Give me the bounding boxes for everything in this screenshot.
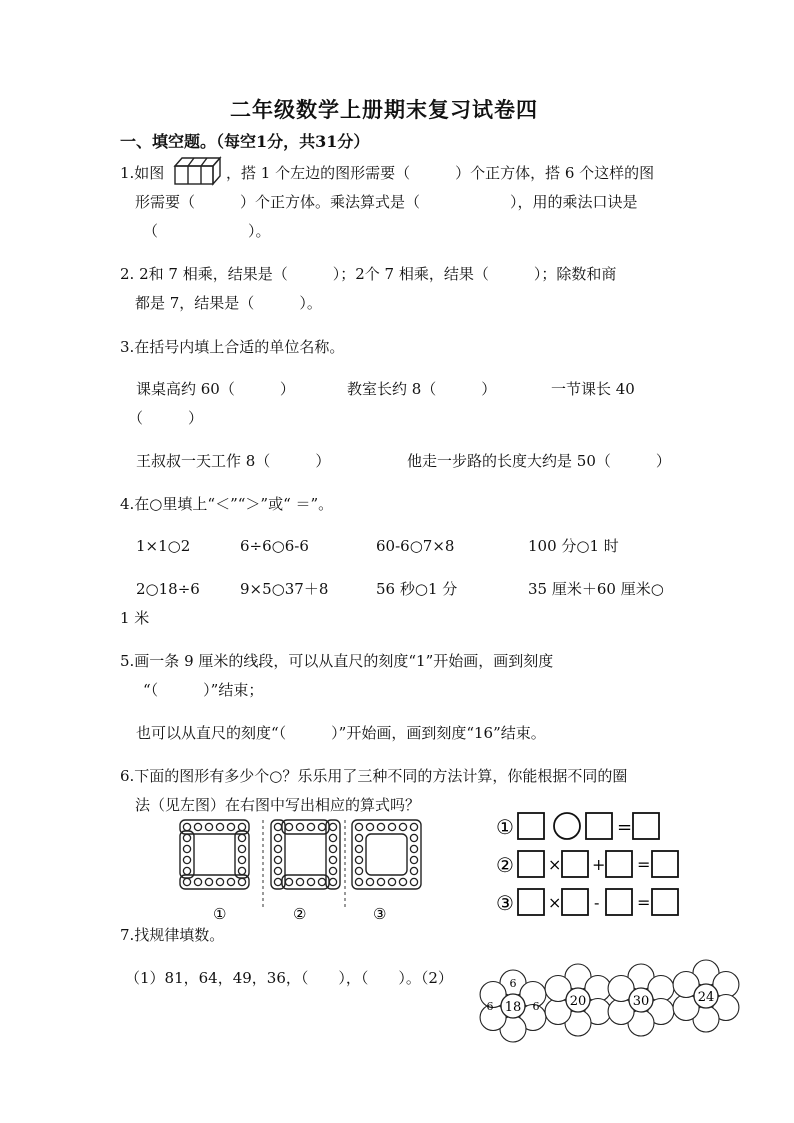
eq-label-3: ③ xyxy=(496,891,514,915)
small-circle xyxy=(183,856,190,863)
small-circle xyxy=(274,834,281,841)
flower-center-number: 18 xyxy=(504,1000,522,1015)
small-circle xyxy=(410,867,417,874)
small-circle xyxy=(274,823,281,830)
grouping-loop xyxy=(235,831,249,878)
fig-label-1: ① xyxy=(213,905,227,923)
small-circle xyxy=(410,845,417,852)
flower-center-number: 30 xyxy=(632,994,650,1009)
small-circle xyxy=(238,834,245,841)
q3-item-b: 教室长约 8（ ） xyxy=(347,380,497,398)
small-circle xyxy=(296,878,303,885)
q3-item-a: 课桌高约 60（ ） xyxy=(136,380,295,398)
small-circle xyxy=(329,878,336,885)
small-circle xyxy=(410,856,417,863)
small-circle xyxy=(318,878,325,885)
answer-box[interactable] xyxy=(518,889,544,915)
q3-intro: 3.在括号内填上合适的单位名称。 xyxy=(120,338,345,356)
small-circle xyxy=(388,823,395,830)
section-heading: 一、填空题。（每空1分，共31分） xyxy=(120,132,370,151)
small-circle xyxy=(329,856,336,863)
small-circle xyxy=(238,867,245,874)
q3-item-c: 一节课长 40 xyxy=(551,380,635,398)
q4-r2c1: 2○18÷6 xyxy=(136,580,200,598)
small-circle xyxy=(355,867,362,874)
small-circle xyxy=(205,878,212,885)
flower-petal-number: 6 xyxy=(509,977,517,990)
small-circle xyxy=(205,823,212,830)
small-circle xyxy=(355,823,362,830)
small-circle xyxy=(399,878,406,885)
small-circle xyxy=(274,867,281,874)
small-circle xyxy=(355,878,362,885)
answer-box[interactable] xyxy=(562,851,588,877)
answer-box[interactable] xyxy=(606,851,632,877)
small-circle xyxy=(183,845,190,852)
small-circle xyxy=(329,845,336,852)
small-circle xyxy=(183,823,190,830)
answer-box[interactable] xyxy=(518,813,544,839)
small-circle xyxy=(307,823,314,830)
q3-item-e: 他走一步路的长度大约是 50（ ） xyxy=(407,452,671,470)
q1-line1: ，搭 1 个左边的图形需要（ ）个正方体，搭 6 个这样的图 xyxy=(226,164,655,182)
small-circle xyxy=(227,878,234,885)
small-circle xyxy=(307,878,314,885)
small-circle xyxy=(388,878,395,885)
small-circle xyxy=(329,823,336,830)
small-circle xyxy=(194,878,201,885)
small-circle xyxy=(296,823,303,830)
small-circle xyxy=(377,823,384,830)
flower-pattern-figure xyxy=(478,960,743,1032)
eq-label-1: ① xyxy=(496,815,514,839)
small-circle xyxy=(238,878,245,885)
q4-r1c2: 6÷6○6-6 xyxy=(240,537,309,555)
small-circle xyxy=(238,845,245,852)
grouping-loop xyxy=(352,820,421,889)
q4-r2c2: 9×5○37＋8 xyxy=(240,580,329,598)
q6-line1: 6.下面的图形有多少个○？乐乐用了三种不同的方法计算，你能根据不同的圈 xyxy=(120,767,628,785)
q3-item-d: 王叔叔一天工作 8（ ） xyxy=(136,452,331,470)
eq-op: + xyxy=(592,855,606,874)
eq-op: = xyxy=(617,817,633,838)
q4-r1c1: 1×1○2 xyxy=(136,537,191,555)
fig-label-3: ③ xyxy=(373,905,387,923)
eq-op: = xyxy=(637,893,651,912)
small-circle xyxy=(183,834,190,841)
q6-line2: 法（见左图）在右图中写出相应的算式吗？ xyxy=(135,796,421,814)
small-circle xyxy=(410,834,417,841)
q4-r1c4: 100 分○1 时 xyxy=(528,537,619,555)
equation-boxes xyxy=(494,808,694,928)
small-circle xyxy=(366,823,373,830)
page-title: 二年级数学上册期末复习试卷四 xyxy=(230,97,538,122)
small-circle xyxy=(329,867,336,874)
small-circle xyxy=(329,834,336,841)
q4-intro: 4.在○里填上“＜”“＞”或“ ＝”。 xyxy=(120,495,334,513)
eq-label-2: ② xyxy=(496,853,514,877)
q7-intro: 7.找规律填数。 xyxy=(120,926,225,944)
q4-r2-tail: 1 米 xyxy=(120,609,150,627)
small-circle xyxy=(238,856,245,863)
small-circle xyxy=(194,823,201,830)
q3-item-c-blank: （ ） xyxy=(128,409,204,427)
answer-box[interactable] xyxy=(586,813,612,839)
eq-op: - xyxy=(594,893,600,912)
grouping-loop xyxy=(180,831,194,878)
flower-center-number: 24 xyxy=(697,990,715,1005)
q7-part1: （1）81，64，49，36，（ ），（ ）。（2） xyxy=(125,969,453,987)
small-circle xyxy=(285,878,292,885)
q4-r2c4: 35 厘米＋60 厘米○ xyxy=(528,580,664,598)
small-circle xyxy=(216,823,223,830)
q5-line1: 5.画一条 9 厘米的线段，可以从直尺的刻度“1”开始画，画到刻度 xyxy=(120,652,554,670)
small-circle xyxy=(183,867,190,874)
grouping-loop xyxy=(366,834,407,875)
small-circle xyxy=(183,878,190,885)
small-circle xyxy=(274,856,281,863)
flower-petal-number: 6 xyxy=(532,1000,540,1013)
fig-label-2: ② xyxy=(293,905,307,923)
small-circle xyxy=(216,878,223,885)
answer-box[interactable] xyxy=(633,813,659,839)
small-circle xyxy=(355,845,362,852)
small-circle xyxy=(410,823,417,830)
eq-op: × xyxy=(548,855,562,874)
small-circle xyxy=(410,878,417,885)
circle-grouping-figures xyxy=(175,815,425,925)
q5-line2: “（ ）”结束； xyxy=(143,681,264,699)
grouping-loop xyxy=(282,875,329,889)
small-circle xyxy=(274,845,281,852)
cube-figure-icon xyxy=(174,156,222,186)
small-circle xyxy=(285,823,292,830)
q4-r2c3: 56 秒○1 分 xyxy=(376,580,458,598)
answer-box[interactable] xyxy=(562,889,588,915)
q2-line1: 2. 2和 7 相乘，结果是（ ）；2个 7 相乘，结果（ ）；除数和商 xyxy=(120,265,617,283)
answer-box[interactable] xyxy=(518,851,544,877)
eq-op: × xyxy=(548,893,562,912)
operator-circle[interactable] xyxy=(554,813,580,839)
small-circle xyxy=(274,878,281,885)
grouping-loop xyxy=(282,820,329,834)
q1-line1-prefix: 1.如图 xyxy=(120,164,165,182)
small-circle xyxy=(238,823,245,830)
small-circle xyxy=(377,878,384,885)
answer-box[interactable] xyxy=(606,889,632,915)
q5-line3: 也可以从直尺的刻度“（ ）”开始画，画到刻度“16”结束。 xyxy=(136,724,546,742)
q1-line2: 形需要（ ）个正方体。乘法算式是（ ），用的乘法口诀是 xyxy=(135,193,638,211)
eq-op: = xyxy=(637,855,651,874)
small-circle xyxy=(318,823,325,830)
answer-box[interactable] xyxy=(652,851,678,877)
small-circle xyxy=(366,878,373,885)
small-circle xyxy=(355,856,362,863)
q2-line2: 都是 7，结果是（ ）。 xyxy=(135,294,322,312)
flower-petal-number: 6 xyxy=(486,1000,494,1013)
q4-r1c3: 60-6○7×8 xyxy=(376,537,455,555)
q1-line3: （ ）。 xyxy=(143,222,271,240)
flower-center-number: 20 xyxy=(569,994,587,1009)
answer-box[interactable] xyxy=(652,889,678,915)
small-circle xyxy=(355,834,362,841)
small-circle xyxy=(399,823,406,830)
small-circle xyxy=(227,823,234,830)
